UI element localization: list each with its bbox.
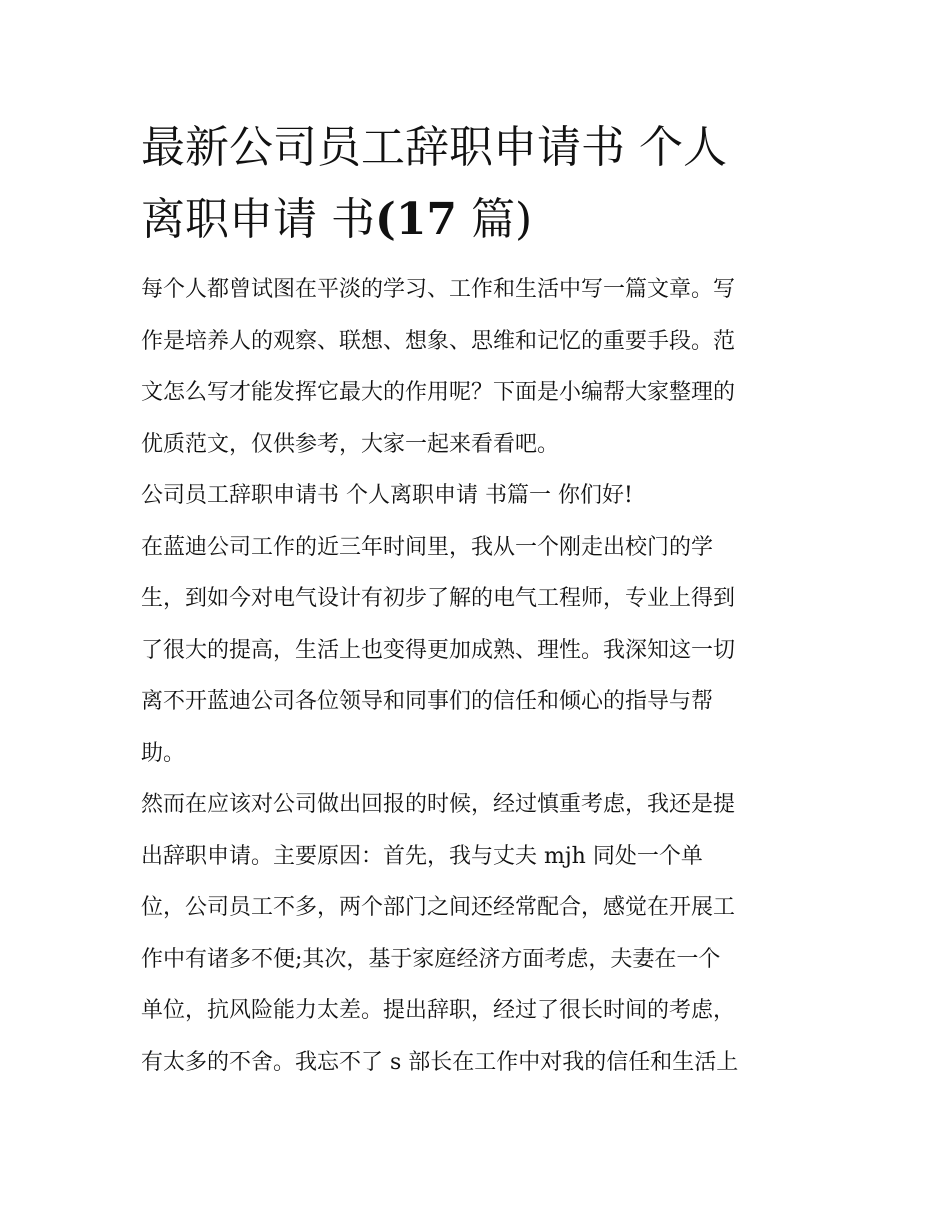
- paragraph-line: 出辞职申请。主要原因：首先，我与丈夫 mjh 同处一个单: [141, 843, 703, 869]
- title-count: (17: [375, 194, 458, 245]
- title-line-2: [141, 184, 813, 256]
- paragraph-line: 文怎么写才能发挥它最大的作用呢？下面是小编帮大家整理的: [141, 380, 736, 405]
- title-count-suffix: 篇): [471, 194, 533, 245]
- paragraph-line: 位，公司员工不多，两个部门之间还经常配合，感觉在开展工: [141, 895, 736, 920]
- paragraph-line: 在蓝迪公司工作的近三年时间里，我从一个刚走出校门的学: [141, 534, 714, 560]
- title-line-2-text: 离职申请 书: [141, 194, 375, 245]
- paragraph-line: 生，到如今对电气设计有初步了解的电气工程师，专业上得到: [141, 586, 736, 611]
- paragraph-line: 优质范文，仅供参考，大家一起来看看吧。: [141, 431, 560, 457]
- paragraph-line: 作是培养人的观察、联想、想象、思维和记忆的重要手段。范: [141, 328, 736, 354]
- paragraph-line: 作中有诸多不便;其次，基于家庭经济方面考虑，夫妻在一个: [141, 946, 721, 972]
- document-title: [141, 112, 813, 256]
- title-line-1: 最新公司员工辞职申请书 个人: [141, 122, 727, 173]
- document-page: [141, 112, 813, 1088]
- paragraph-line: 然而在应该对公司做出回报的时候，经过慎重考虑，我还是提: [141, 792, 736, 817]
- paragraph-experience: [141, 522, 813, 780]
- paragraph-line: 每个人都曾试图在平淡的学习、工作和生活中写一篇文章。写: [141, 277, 736, 302]
- paragraph-reasons: [141, 779, 813, 1088]
- paragraph-line: 有太多的不舍。我忘不了 s 部长在工作中对我的信任和生活上: [141, 1049, 739, 1075]
- paragraph-section-heading: [141, 470, 813, 522]
- paragraph-line: 助。: [141, 740, 186, 766]
- document-body: [141, 264, 813, 1088]
- paragraph-line: 公司员工辞职申请书 个人离职申请 书篇一 你们好!: [141, 483, 633, 508]
- paragraph-line: 离不开蓝迪公司各位领导和同事们的信任和倾心的指导与帮: [141, 689, 714, 714]
- paragraph-line: 单位，抗风险能力太差。提出辞职，经过了很长时间的考虑，: [141, 998, 736, 1023]
- paragraph-line: 了很大的提高，生活上也变得更加成熟、理性。我深知这一切: [141, 637, 736, 663]
- paragraph-intro: [141, 264, 813, 470]
